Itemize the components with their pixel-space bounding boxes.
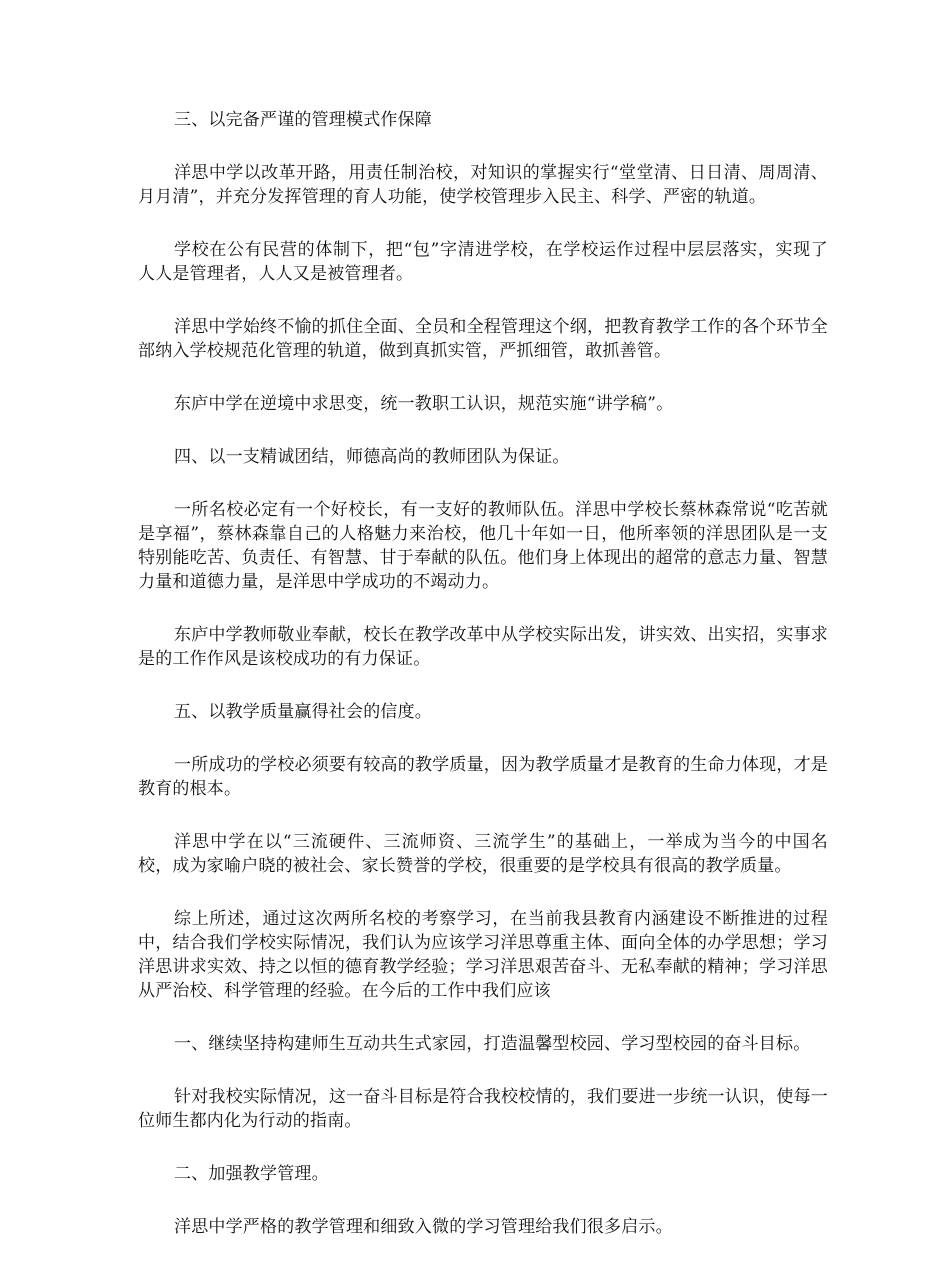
summary-paragraph: 综上所述，通过这次两所名校的考察学习，在当前我县教育内涵建设不断推进的过程中，结合我们学校实际情况，我们认为应该学习洋思尊重主体、面向全体的办学思想；学习洋思讲求实效、持之以恒的德育教学经验；学习洋思艰苦奋斗、无私奉献的精神；学习洋思从严治校、科学管理的经验。在今后的工作中我们应该 <box>138 909 828 1001</box>
section-heading-5: 五、以教学质量赢得社会的信度。 <box>174 702 432 722</box>
paragraph: 东庐中学教师敬业奉献，校长在教学改革中从学校实际出发，讲实效、出实招，实事求是的工作作风是该校成功的有力保证。 <box>138 625 828 669</box>
section-heading-3: 三、以完备严谨的管理模式作保障 <box>174 110 432 130</box>
paragraph: 针对我校实际情况，这一奋斗目标是符合我校校情的，我们要进一步统一认识，使每一位师生都内化为行动的指南。 <box>138 1087 828 1131</box>
paragraph: 一所名校必定有一个好校长，有一支好的教师队伍。洋思中学校长蔡林森常说“吃苦就是享福”，蔡林森靠自己的人格魅力来治校，他几十年如一日，他所率领的洋思团队是一支特别能吃苦、负责任、有智慧、甘于奉献的队伍。他们身上体现出的超常的意志力量、智慧力量和道德力量，是洋思中学成功的不竭动力。 <box>138 500 828 592</box>
paragraph: 东庐中学在逆境中求思变，统一教职工认识，规范实施“讲学稿”。 <box>174 394 674 414</box>
paragraph: 学校在公有民营的体制下，把“包”字清进学校，在学校运作过程中层层落实，实现了人人是管理者，人人又是被管理者。 <box>138 240 828 284</box>
section-heading-4: 四、以一支精诚团结，师德高尚的教师团队为保证。 <box>174 447 570 467</box>
document-body <box>138 108 828 1268</box>
action-item-1: 一、继续坚持构建师生互动共生式家园，打造温馨型校园、学习型校园的奋斗目标。 <box>174 1034 811 1054</box>
paragraph: 洋思中学严格的教学管理和细致入微的学习管理给我们很多启示。 <box>174 1217 673 1237</box>
paragraph: 洋思中学始终不愉的抓住全面、全员和全程管理这个纲，把教育教学工作的各个环节全部纳入学校规范化管理的轨道，做到真抓实管，严抓细管，敢抓善管。 <box>138 317 828 361</box>
action-item-2: 二、加强教学管理。 <box>174 1164 329 1184</box>
paragraph: 一所成功的学校必须要有较高的教学质量，因为教学质量才是教育的生命力体现，才是教育的根本。 <box>138 755 828 799</box>
paragraph: 洋思中学以改革开路，用责任制治校，对知识的掌握实行“堂堂清、日日清、周周清、月月清”，并充分发挥管理的育人功能，使学校管理步入民主、科学、严密的轨道。 <box>138 163 828 207</box>
paragraph: 洋思中学在以“三流硬件、三流师资、三流学生”的基础上，一举成为当今的中国名校，成为家喻户晓的被社会、家长赞誉的学校，很重要的是学校具有很高的教学质量。 <box>138 832 828 876</box>
